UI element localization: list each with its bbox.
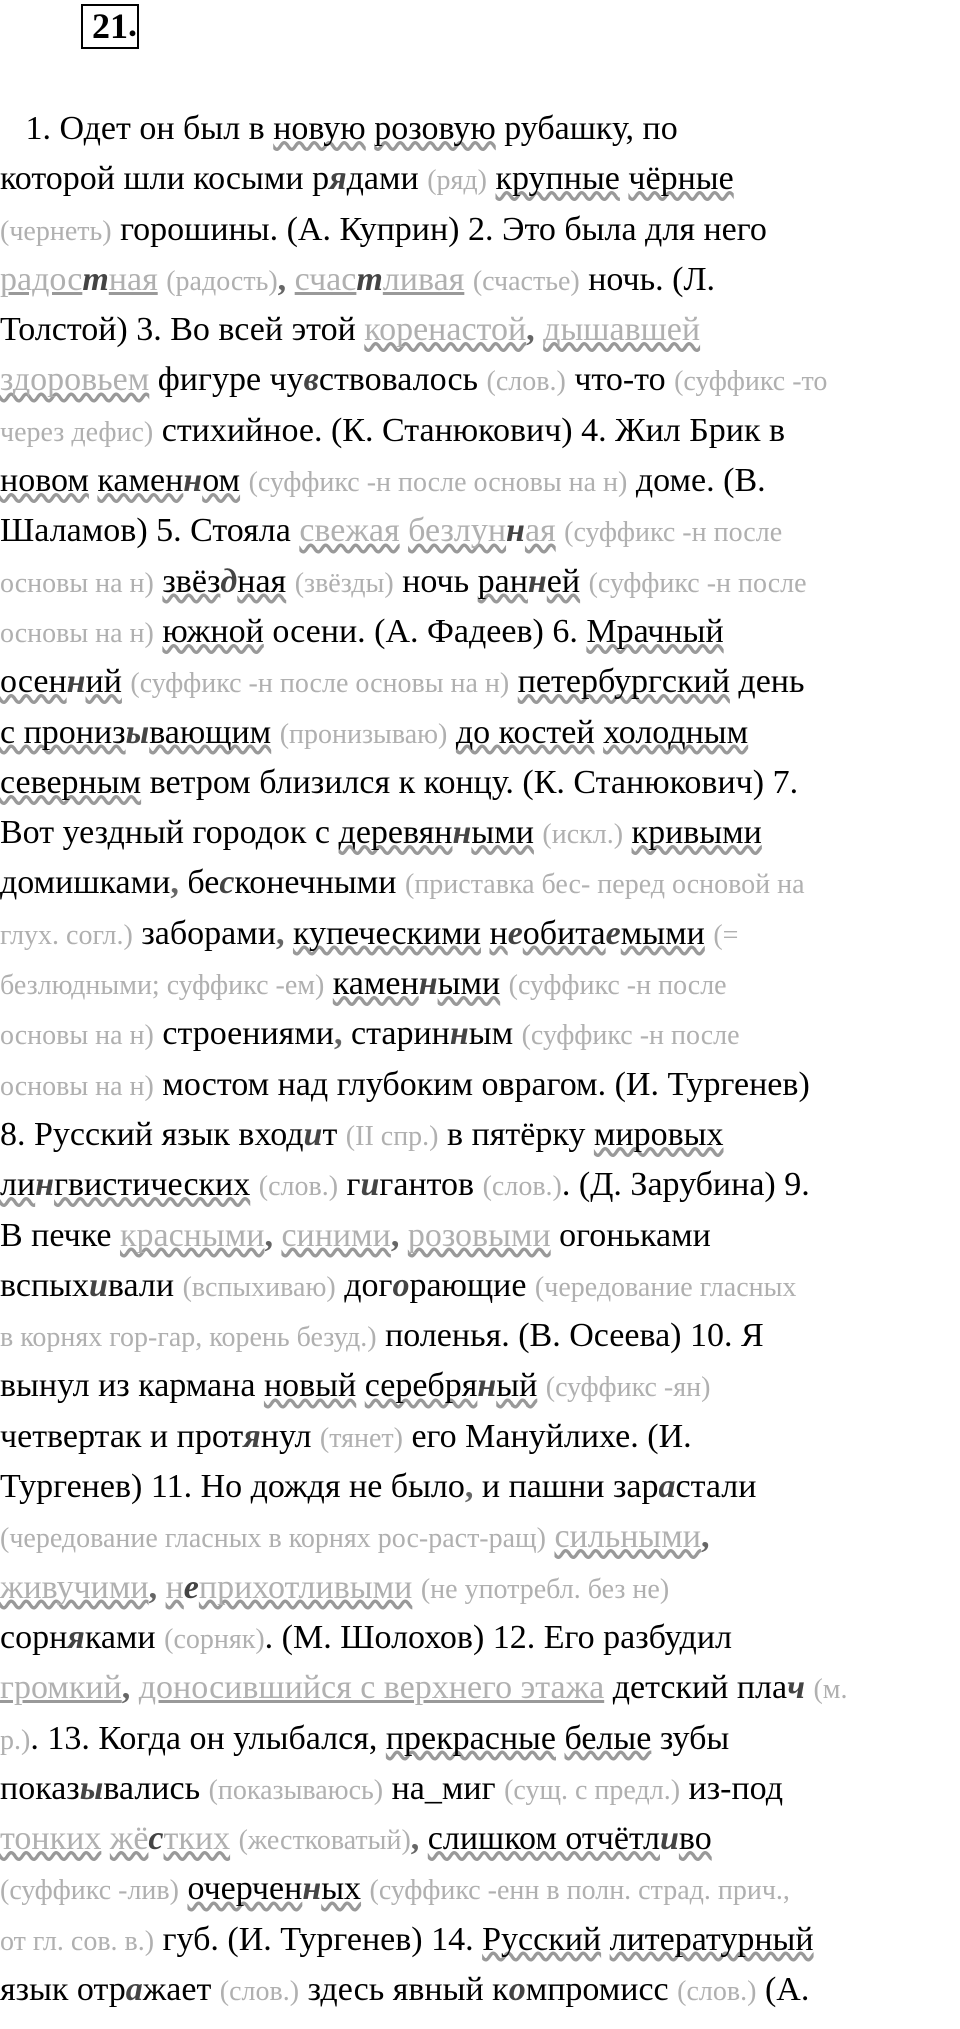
text-line <box>0 205 960 255</box>
grammar-note: (слов.) <box>677 1975 757 2007</box>
text-segment <box>286 261 295 298</box>
grammar-note: (сорняк) <box>164 1623 265 1655</box>
text-line <box>0 305 960 355</box>
grammar-note: (суффикс -енн в полн. страд. прич., <box>369 1875 790 1907</box>
underlined-word: Русский <box>482 1920 602 1958</box>
text-segment <box>412 1569 421 1606</box>
text-segment <box>130 1669 139 1706</box>
underlined-word: литературный <box>609 1920 814 1958</box>
text-segment: 8. Русский язык вход <box>0 1115 304 1153</box>
punctuation-mark: , <box>390 1216 400 1254</box>
text-line <box>0 758 960 808</box>
grammar-note: основы на н) <box>0 617 154 649</box>
text-segment <box>240 462 249 499</box>
text-segment: Вот уездный городок с <box>0 814 339 852</box>
grammar-note: (суффикс -ян) <box>545 1372 711 1404</box>
grammar-note: (тянет) <box>319 1422 403 1454</box>
text-line <box>0 1814 960 1864</box>
text-segment <box>284 915 293 952</box>
highlighted-letter: н <box>302 1870 322 1908</box>
underlined-word: с прониз <box>0 713 126 751</box>
underlined-word: серебря <box>364 1367 478 1405</box>
grammar-note: (показываюсь) <box>208 1774 384 1806</box>
grammar-note: (суффикс -то <box>674 366 828 398</box>
grammar-note: через дефис) <box>0 416 154 448</box>
grammar-note: (слов.) <box>258 1171 339 1203</box>
text-line <box>0 506 960 556</box>
underlined-word: ыми <box>437 965 501 1003</box>
highlighted-letter: ы <box>125 713 150 751</box>
underlined-word: мыми <box>620 914 705 952</box>
highlighted-letter: н <box>183 462 203 500</box>
highlighted-letter: ы <box>79 1769 104 1807</box>
text-segment: четвертак и прот <box>0 1417 244 1455</box>
text-line <box>0 1714 960 1764</box>
underlined-word: белые <box>564 1719 652 1757</box>
exercise-number-dot: . <box>128 4 137 44</box>
text-segment <box>464 261 473 298</box>
highlighted-letter: а <box>125 1970 143 2008</box>
grammar-note: основы на н) <box>0 1020 154 1052</box>
text-segment: дами <box>346 160 428 198</box>
text-segment <box>500 965 509 1002</box>
text-segment: язык отр <box>0 1970 126 2008</box>
punctuation-mark: , <box>700 1518 710 1556</box>
highlighted-letter: н <box>506 512 525 550</box>
underlined-word: красными <box>119 1216 265 1254</box>
highlighted-letter: е <box>183 1568 199 1606</box>
highlighted-letter: н <box>477 1367 497 1405</box>
text-segment: ствовалось <box>318 361 487 399</box>
underlined-word: ая <box>524 512 556 550</box>
text-line <box>0 255 960 305</box>
underlined-word: новую <box>273 110 366 147</box>
text-line <box>0 456 960 506</box>
grammar-note: (чернеть) <box>0 215 112 247</box>
highlighted-letter: я <box>243 1417 261 1455</box>
text-segment: которой шли косыми р <box>0 160 330 198</box>
text-segment: гантов <box>379 1166 483 1204</box>
text-segment: горошины. (А. Куприн) 2. Это была для него <box>111 210 767 248</box>
grammar-note: безлюдными; суффикс -ем) <box>0 970 325 1002</box>
underlined-word: ная <box>108 260 158 298</box>
text-segment: дог <box>335 1266 393 1304</box>
grammar-note: основы на н) <box>0 567 154 599</box>
text-line <box>0 1764 960 1814</box>
text-segment: вспых <box>0 1266 89 1304</box>
highlighted-letter: н <box>527 562 547 600</box>
text-segment: поленья. (В. Осеева) 10. Я <box>376 1317 764 1355</box>
underlined-word: свежая <box>299 512 400 550</box>
text-segment: детский пла <box>604 1669 788 1707</box>
punctuation-mark: , <box>121 1669 131 1707</box>
text-line <box>0 607 960 657</box>
text-line <box>0 557 960 607</box>
underlined-word: ран <box>477 562 528 600</box>
text-line <box>0 1965 960 2015</box>
punctuation-mark: , <box>410 1820 420 1858</box>
underlined-word: новый <box>263 1367 357 1405</box>
text-segment: губ. (И. Тургенев) 14. <box>154 1920 483 1958</box>
underlined-word: купеческими <box>292 914 481 952</box>
underlined-word: н <box>165 1568 184 1606</box>
underlined-word: мировых <box>593 1115 724 1153</box>
punctuation-mark: , <box>275 914 285 952</box>
text-line <box>0 1211 960 1261</box>
text-segment <box>580 563 589 600</box>
underlined-word: северным <box>0 763 142 801</box>
underlined-word: н <box>489 914 508 952</box>
text-segment: вались <box>103 1769 209 1807</box>
highlighted-letter: а <box>658 1468 676 1506</box>
text-segment: Шаламов) 5. Стояла <box>0 512 300 550</box>
text-line <box>0 1512 960 1562</box>
underlined-word: новом <box>0 462 89 500</box>
underlined-word: ий <box>85 663 122 701</box>
underlined-word: коренастой <box>364 311 527 349</box>
text-segment: . (Д. Зарубина) 9. <box>561 1166 810 1204</box>
punctuation-mark: , <box>264 1216 273 1254</box>
underlined-word: здоровьем <box>0 361 150 399</box>
text-segment: конечными <box>234 864 405 902</box>
text-segment <box>286 563 295 600</box>
text-segment: г <box>338 1166 361 1204</box>
grammar-note: (звёзды) <box>294 567 394 599</box>
underlined-word: счас <box>294 260 357 298</box>
text-segment: его Мануйлихе. (И. <box>402 1417 692 1455</box>
underlined-word: обита <box>522 914 606 952</box>
text-line <box>0 1613 960 1663</box>
text-segment: бе <box>178 864 220 902</box>
punctuation-mark: , <box>464 1468 474 1506</box>
highlighted-letter: т <box>82 260 109 298</box>
grammar-note: (суффикс -н после <box>564 517 783 549</box>
grammar-note: (II спр.) <box>345 1120 439 1152</box>
grammar-note: основы на н) <box>0 1070 154 1102</box>
underlined-word: холодным <box>603 713 749 751</box>
underlined-word: камен <box>332 965 419 1003</box>
underlined-word: слишком отчётл <box>427 1820 660 1858</box>
text-segment <box>537 1367 546 1404</box>
underlined-word: ыми <box>471 814 534 852</box>
underlined-word: южной <box>162 612 264 650</box>
punctuation-mark: , <box>334 1015 343 1053</box>
grammar-note: (суффикс -н после основы на н) <box>130 668 510 700</box>
highlighted-letter: е <box>507 914 523 952</box>
grammar-note: глух. согл.) <box>0 919 133 951</box>
grammar-note: (чередование гласных в корнях рос-раст-ращ) <box>0 1523 546 1555</box>
text-segment: т <box>322 1115 346 1153</box>
grammar-note: (суффикс -н после <box>508 970 727 1002</box>
text-segment: . 13. Когда он улыбался, <box>30 1719 386 1757</box>
highlighted-letter: е <box>605 914 621 952</box>
text-segment: сорн <box>0 1618 68 1656</box>
text-segment <box>324 965 333 1002</box>
grammar-note: (суффикс -н после <box>588 567 807 599</box>
grammar-note: (слов.) <box>482 1171 562 1203</box>
text-segment: из-под <box>680 1769 783 1807</box>
text-line <box>0 1864 960 1914</box>
text-line <box>0 858 960 908</box>
text-line <box>0 1915 960 1965</box>
text-segment: мостом над глубоким оврагом. (И. Тургенев) <box>153 1065 810 1103</box>
grammar-note: (радость) <box>166 265 278 297</box>
underlined-word: осен <box>0 663 67 701</box>
grammar-note: в корнях гор-гар, корень безуд.) <box>0 1322 377 1354</box>
text-segment: нул <box>260 1417 320 1455</box>
highlighted-letter: д <box>220 562 238 600</box>
text-segment <box>399 1217 408 1254</box>
text-segment <box>447 714 456 751</box>
underlined-word: кривыми <box>631 814 762 852</box>
text-line <box>0 1563 960 1613</box>
text-segment: на_миг <box>383 1769 505 1807</box>
text-segment: и пашни зар <box>473 1468 659 1506</box>
underlined-word: ная <box>237 562 287 600</box>
underlined-word: деревян <box>338 814 453 852</box>
grammar-note: (жестковатый) <box>238 1825 411 1857</box>
text-line <box>0 1110 960 1160</box>
highlighted-letter: и <box>303 1115 323 1153</box>
text-segment: в пятёрку <box>438 1115 594 1153</box>
underlined-word: очерчен <box>187 1870 303 1908</box>
text-line <box>0 708 960 758</box>
grammar-note: (сущ. с предл.) <box>504 1774 681 1806</box>
text-segment: здесь явный к <box>299 1970 509 2008</box>
punctuation-mark: , <box>277 260 287 298</box>
highlighted-letter: н <box>66 663 86 701</box>
underlined-word: прекрасные <box>385 1719 556 1757</box>
underlined-word: ли <box>0 1166 36 1204</box>
highlighted-letter: н <box>35 1166 55 1204</box>
text-segment <box>250 1166 259 1203</box>
text-segment: что-то <box>565 361 675 399</box>
text-line <box>0 1462 960 1512</box>
underlined-word: петербургский <box>517 663 730 701</box>
text-segment: Тургенев) 11. Но дождя не было <box>0 1468 465 1506</box>
grammar-note: (м. <box>813 1674 848 1706</box>
underlined-word: прихотливыми <box>198 1568 413 1606</box>
text-segment: жает <box>142 1970 220 2008</box>
text-line <box>0 959 960 1009</box>
grammar-note: (искл.) <box>542 819 624 851</box>
text-segment: день <box>729 663 805 701</box>
highlighted-letter: т <box>356 260 383 298</box>
text-segment <box>400 512 409 549</box>
highlighted-letter: о <box>392 1266 410 1304</box>
grammar-note: (приставка бес- перед основой на <box>405 869 805 901</box>
text-line <box>0 1361 960 1411</box>
text-segment: строениями <box>153 1015 334 1053</box>
text-segment: Толстой) 3. Во всей этой <box>0 311 365 349</box>
grammar-note: (счастье) <box>472 265 580 297</box>
text-line <box>0 1060 960 1110</box>
highlighted-letter: и <box>360 1166 380 1204</box>
text-segment <box>158 261 167 298</box>
underlined-word: до костей <box>455 713 595 751</box>
exercise-number: 21 <box>92 6 128 46</box>
text-segment <box>101 1820 110 1857</box>
text-segment <box>595 714 604 751</box>
text-segment: ночь <box>393 562 478 600</box>
underlined-word: живучими <box>0 1568 149 1606</box>
text-segment: ветром близился к концу. (К. Станюкович) 7. <box>141 763 799 801</box>
grammar-note: (пронизываю) <box>279 718 448 750</box>
grammar-note: (вспыхиваю) <box>182 1271 336 1303</box>
text-segment: вынул из кармана <box>0 1367 264 1405</box>
highlighted-letter: я <box>67 1618 85 1656</box>
text-segment: стали <box>675 1468 757 1506</box>
text-segment: (А. <box>756 1970 810 2008</box>
text-segment: рающие <box>409 1266 535 1304</box>
grammar-note: (суффикс -лив) <box>0 1875 179 1907</box>
grammar-note: р.) <box>0 1724 31 1756</box>
underlined-word: ых <box>321 1870 362 1908</box>
text-segment: мпромисс <box>525 1970 678 2008</box>
text-segment <box>230 1820 239 1857</box>
text-segment: стихийное. (К. Станюкович) 4. Жил Брик в <box>153 411 786 449</box>
text-segment <box>356 1367 365 1404</box>
text-line <box>0 1412 960 1462</box>
text-line <box>0 808 960 858</box>
highlighted-letter: н <box>449 1015 469 1053</box>
text-segment <box>623 814 632 851</box>
highlighted-letter: и <box>88 1266 108 1304</box>
text-segment <box>509 663 518 700</box>
text-segment: фигуре чу <box>149 361 304 399</box>
underlined-word: розовыми <box>407 1216 551 1254</box>
text-segment <box>601 1921 610 1958</box>
text-line <box>0 154 960 204</box>
underlined-word: дышавшей <box>543 311 701 349</box>
text-segment: 1. Одет он был в <box>0 110 274 147</box>
text-segment <box>366 110 375 147</box>
underlined-word: ливая <box>382 260 465 298</box>
highlighted-letter: н <box>452 814 472 852</box>
text-segment: зубы <box>651 1719 730 1757</box>
text-line <box>0 1261 960 1311</box>
underlined-word: ей <box>546 562 581 600</box>
text-segment <box>419 1820 428 1857</box>
highlighted-letter: ч <box>787 1669 805 1707</box>
underlined-word: камен <box>97 462 184 500</box>
text-line <box>0 355 960 405</box>
underlined-word: розовую <box>374 110 496 147</box>
grammar-note: от гл. сов. в.) <box>0 1925 155 1957</box>
highlighted-letter: о <box>508 1970 526 2008</box>
text-segment: В печке <box>0 1216 120 1254</box>
underlined-word: тких <box>163 1820 231 1858</box>
highlighted-letter: с <box>219 864 235 902</box>
highlighted-letter: я <box>329 160 347 198</box>
text-segment <box>361 1870 370 1907</box>
underlined-word: чёрные <box>628 160 734 198</box>
text-segment: вали <box>107 1266 183 1304</box>
text-segment: домишками <box>0 864 171 902</box>
text-segment <box>556 512 565 549</box>
grammar-note: (слов.) <box>219 1975 300 2007</box>
underlined-word: безлун <box>408 512 507 550</box>
text-line <box>0 104 960 154</box>
underlined-word: ом <box>202 462 241 500</box>
text-segment: ым <box>468 1015 522 1053</box>
text-segment: старин <box>342 1015 450 1053</box>
text-segment: заборами <box>132 914 276 952</box>
underlined-word: синими <box>281 1216 391 1254</box>
text-line <box>0 406 960 456</box>
grammar-note: (суффикс -н после основы на н) <box>248 467 628 499</box>
text-line <box>0 1160 960 1210</box>
underlined-word: вающим <box>149 713 272 751</box>
text-segment <box>157 1569 166 1606</box>
underlined-word: громкий <box>0 1669 122 1707</box>
text-segment: ночь. (Л. <box>579 260 716 298</box>
text-segment <box>535 311 544 348</box>
text-segment: огоньками <box>550 1216 711 1254</box>
grammar-note: (суффикс -н после <box>521 1020 740 1052</box>
text-line <box>0 1311 960 1361</box>
highlighted-letter: и <box>659 1820 679 1858</box>
text-line <box>0 909 960 959</box>
grammar-note: (не употребл. без не) <box>420 1573 670 1605</box>
punctuation-mark: , <box>148 1568 158 1606</box>
punctuation-mark: , <box>170 864 179 902</box>
grammar-note: (чередование гласных <box>534 1271 797 1303</box>
underlined-word: звёз <box>162 562 221 600</box>
highlighted-letter: с <box>148 1820 164 1858</box>
exercise-text <box>0 104 960 2015</box>
underlined-word: крупные <box>495 160 620 198</box>
underlined-word: радос <box>0 260 83 298</box>
grammar-note: (ряд) <box>427 165 487 197</box>
text-segment: доме. (В. <box>627 462 766 500</box>
grammar-note: (= <box>713 919 739 951</box>
underlined-word: гвистических <box>54 1166 251 1204</box>
underlined-word: ый <box>496 1367 538 1405</box>
underlined-word: доносившийся с верхнего этажа <box>138 1669 605 1707</box>
text-segment: осени. (А. Фадеев) 6. <box>263 612 587 650</box>
underlined-word: Мрачный <box>586 612 724 650</box>
underlined-word: тонких <box>0 1820 102 1858</box>
text-line <box>0 1009 960 1059</box>
highlighted-letter: н <box>418 965 438 1003</box>
text-segment: . (М. Шолохов) 12. Его разбудил <box>264 1618 732 1656</box>
text-segment: ками <box>84 1618 165 1656</box>
punctuation-mark: , <box>526 311 535 349</box>
underlined-word: жё <box>109 1820 149 1858</box>
text-line <box>0 1663 960 1713</box>
text-segment: рубашку, по <box>495 110 678 147</box>
grammar-note: (слов.) <box>486 366 566 398</box>
text-segment: показ <box>0 1769 80 1807</box>
text-segment <box>271 714 280 751</box>
underlined-word: во <box>678 1820 712 1858</box>
text-line <box>0 657 960 707</box>
highlighted-letter: в <box>303 361 319 399</box>
underlined-word: сильными <box>554 1518 701 1556</box>
